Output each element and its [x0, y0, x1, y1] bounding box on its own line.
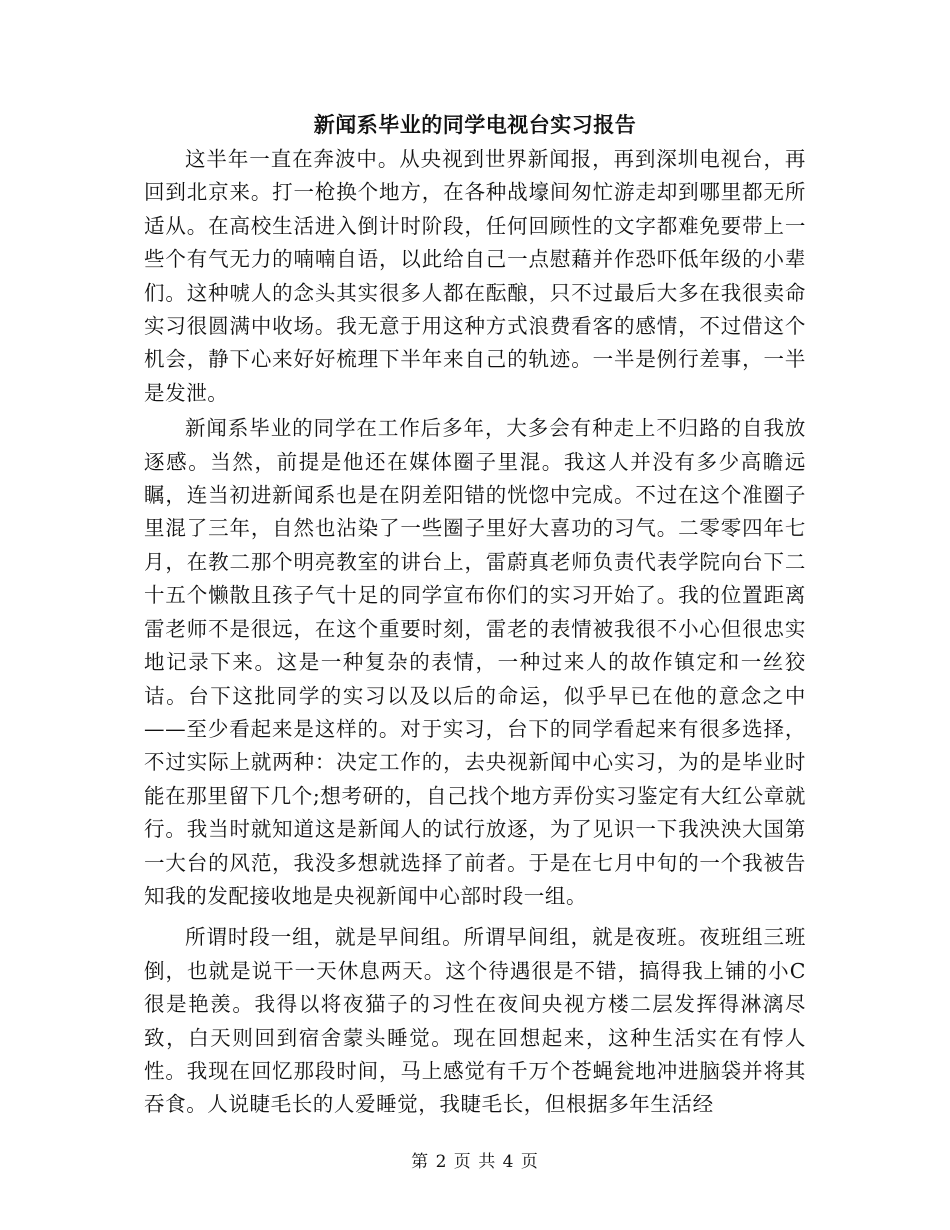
footer-page-word: 页 — [453, 1152, 472, 1172]
page-footer — [0, 1150, 950, 1174]
paragraph-2: 新闻系毕业的同学在工作后多年，大多会有种走上不归路的自我放逐感。当然，前提是他还在媒体圈子里混。我这人并没有多少高瞻远瞩，连当初进新闻系也是在阴差阳错的恍惚中完成。不过在这个准圈子里混了三年，自然也沾染了一些圈子里好大喜功的习气。二零零四年七月，在教二那个明亮教室的讲台上，雷蔚真老师负责代表学院向台下二十五个懒散且孩子气十足的同学宣布你们的实习开始了。我的位置距离雷老师不是很远，在这个重要时刻，雷老的表情被我很不小心但很忠实地记录下来。这是一种复杂的表情，一种过来人的故作镇定和一丝狡诘。台下这批同学的实习以及以后的命运，似乎早已在他的意念之中——至少看起来是这样的。对于实习，台下的同学看起来有很多选择，不过实际上就两种：决定工作的，去央视新闻中心实习，为的是毕业时能在那里留下几个;想考研的，自己找个地方弄份实习鉴定有大红公章就行。我当时就知道这是新闻人的试行放逐，为了见识一下我泱泱大国第一大台的风范，我没多想就选择了前者。于是在七月中旬的一个我被告知我的发配接收地是央视新闻中心部时段一组。 — [144, 416, 806, 908]
document-title: 新闻系毕业的同学电视台实习报告 — [313, 112, 637, 137]
paragraph-3: 所谓时段一组，就是早间组。所谓早间组，就是夜班。夜班组三班倒，也就是说干一天休息两天。这个待遇很是不错，搞得我上铺的小C很是艳羡。我得以将夜猫子的习性在夜间央视方楼二层发挥得淋漓尽致，白天则回到宿舍蒙头睡觉。现在回想起来，这种生活实在有悖人性。我现在回忆那段时间，马上感觉有千万个苍蝇瓮地冲进脑袋并将其吞食。人说睫毛长的人爱睡觉，我睫毛长，但根据多年生活经 — [144, 925, 806, 1117]
footer-total-word: 共 — [478, 1152, 497, 1172]
footer-total-pages: 4 — [502, 1152, 515, 1172]
footer-suffix: 页 — [520, 1152, 539, 1172]
footer-current-page: 2 — [435, 1152, 448, 1172]
paragraph-1: 这半年一直在奔波中。从央视到世界新闻报，再到深圳电视台，再回到北京来。打一枪换个地方，在各种战壕间匆忙游走却到哪里都无所适从。在高校生活进入倒计时阶段，任何回顾性的文字都难免要带上一些个有气无力的喃喃自语，以此给自己一点慰藉并作恐吓低年级的小辈们。这种唬人的念头其实很多人都在酝酿，只不过最后大多在我很卖命实习很圆满中收场。我无意于用这种方式浪费看客的感情，不过借这个机会，静下心来好好梳理下半年来自己的轨迹。一半是例行差事，一半是发泄。 — [144, 147, 806, 405]
document-body — [144, 143, 806, 1124]
footer-prefix: 第 — [411, 1152, 430, 1172]
